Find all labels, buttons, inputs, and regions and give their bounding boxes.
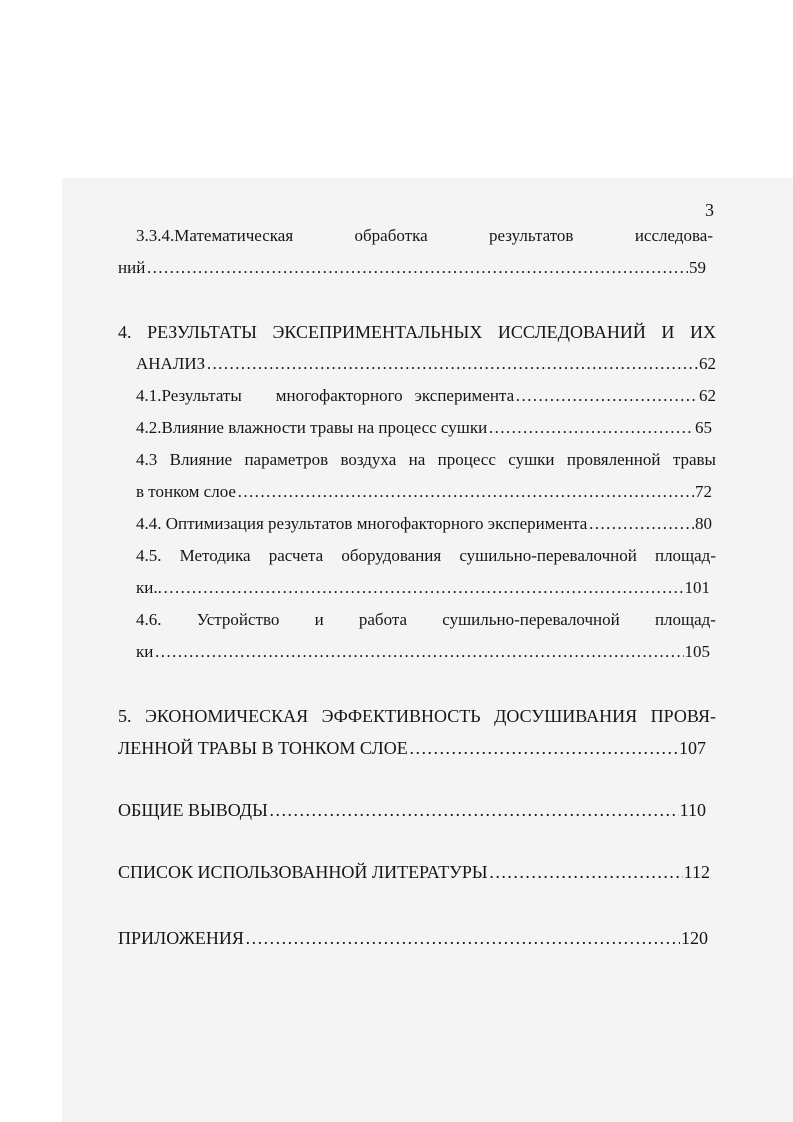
page-ref: 59 bbox=[689, 258, 706, 277]
dot-leader bbox=[154, 642, 683, 662]
dot-leader bbox=[237, 482, 694, 502]
toc-entry-41: 4.1.Результаты многофакторного эксперимента ………………………………………………………………………………………………………………………………………………………………………………………………………………………… 62 bbox=[136, 386, 716, 406]
page-ref: 105 bbox=[684, 642, 710, 661]
toc-entry-46-line2: ки ………………………………………………………………………………………………………………………………………………………………………………………………………………………… 105 bbox=[136, 642, 710, 662]
dot-leader bbox=[588, 514, 694, 534]
dot-leader bbox=[409, 738, 678, 758]
page-ref: 72 bbox=[695, 482, 712, 501]
page-ref: 107 bbox=[679, 738, 706, 758]
toc-appendices: ПРИЛОЖЕНИЯ ………………………………………………………………………………………………………………………………………………………………………………………………………………………… 120 bbox=[118, 928, 708, 948]
dot-leader bbox=[206, 354, 698, 374]
toc-references: СПИСОК ИСПОЛЬЗОВАННОЙ ЛИТЕРАТУРЫ ………………………………………………………………………………………………………………………………………………………………………………………………………………………… 112 bbox=[118, 862, 710, 882]
page-ref: 101 bbox=[684, 578, 710, 597]
dot-leader bbox=[163, 578, 684, 598]
toc-entry-42: 4.2.Влияние влажности травы на процесс сушки ………………………………………………………………………………………………………………………………………………………………………………………………………………………… 65 bbox=[136, 418, 712, 438]
dot-leader bbox=[269, 800, 679, 820]
toc-chapter-5-line1: 5. ЭКОНОМИЧЕСКАЯ ЭФФЕКТИВНОСТЬ ДОСУШИВАНИЯ ПРОВЯ- bbox=[118, 706, 716, 726]
page-ref: 62 bbox=[699, 386, 716, 405]
toc-entry-45-line1: 4.5. Методика расчета оборудования сушильно-перевалочной площад- bbox=[136, 546, 716, 565]
toc-chapter-4-line2: АНАЛИЗ ………………………………………………………………………………………………………………………………………………………………………………………………………………………… 62 bbox=[136, 354, 716, 374]
toc-chapter-5-line2: ЛЕННОЙ ТРАВЫ В ТОНКОМ СЛОЕ ………………………………………………………………………………………………………………………………………………………………………………………………………………………… 107 bbox=[118, 738, 706, 758]
dot-leader bbox=[488, 418, 694, 438]
toc-entry-43-line2: в тонком слое ………………………………………………………………………………………………………………………………………………………………………………………………………………………… 72 bbox=[136, 482, 712, 502]
toc-entry-334-line2: ний ………………………………………………………………………………………………………………………………………………………………………………………………………………………… 59 bbox=[118, 258, 706, 278]
toc-entry-334-line1: 3.3.4.Математическая обработка результатов исследова- bbox=[136, 226, 713, 245]
page-ref: 112 bbox=[683, 862, 710, 882]
dot-leader bbox=[515, 386, 698, 406]
page-ref: 120 bbox=[681, 928, 708, 948]
dot-leader bbox=[245, 928, 680, 948]
toc-entry-46-line1: 4.6. Устройство и работа сушильно-перевалочной площад- bbox=[136, 610, 716, 629]
dot-leader bbox=[489, 862, 683, 882]
page-ref: 80 bbox=[695, 514, 712, 533]
toc-chapter-4-line1: 4. РЕЗУЛЬТАТЫ ЭКСЕПРИМЕНТАЛЬНЫХ ИССЛЕДОВАНИЙ И ИХ bbox=[118, 322, 716, 342]
toc-entry-43-line1: 4.3 Влияние параметров воздуха на процесс сушки провяленной травы bbox=[136, 450, 716, 469]
toc-conclusions: ОБЩИЕ ВЫВОДЫ ………………………………………………………………………………………………………………………………………………………………………………………………………………………… 110 bbox=[118, 800, 706, 820]
page-ref: 62 bbox=[699, 354, 716, 373]
dot-leader bbox=[146, 258, 688, 278]
toc-entry-45-line2: ки.. ………………………………………………………………………………………………………………………………………………………………………………………………………………………… 101 bbox=[136, 578, 710, 598]
page-number: 3 bbox=[705, 200, 714, 220]
page-ref: 65 bbox=[695, 418, 712, 437]
toc-entry-44: 4.4. Оптимизация результатов многофакторного эксперимента ………………………………………………………………………………………………………………………………………………………………………………………………………………………… 80 bbox=[136, 514, 712, 534]
page-ref: 110 bbox=[679, 800, 706, 820]
